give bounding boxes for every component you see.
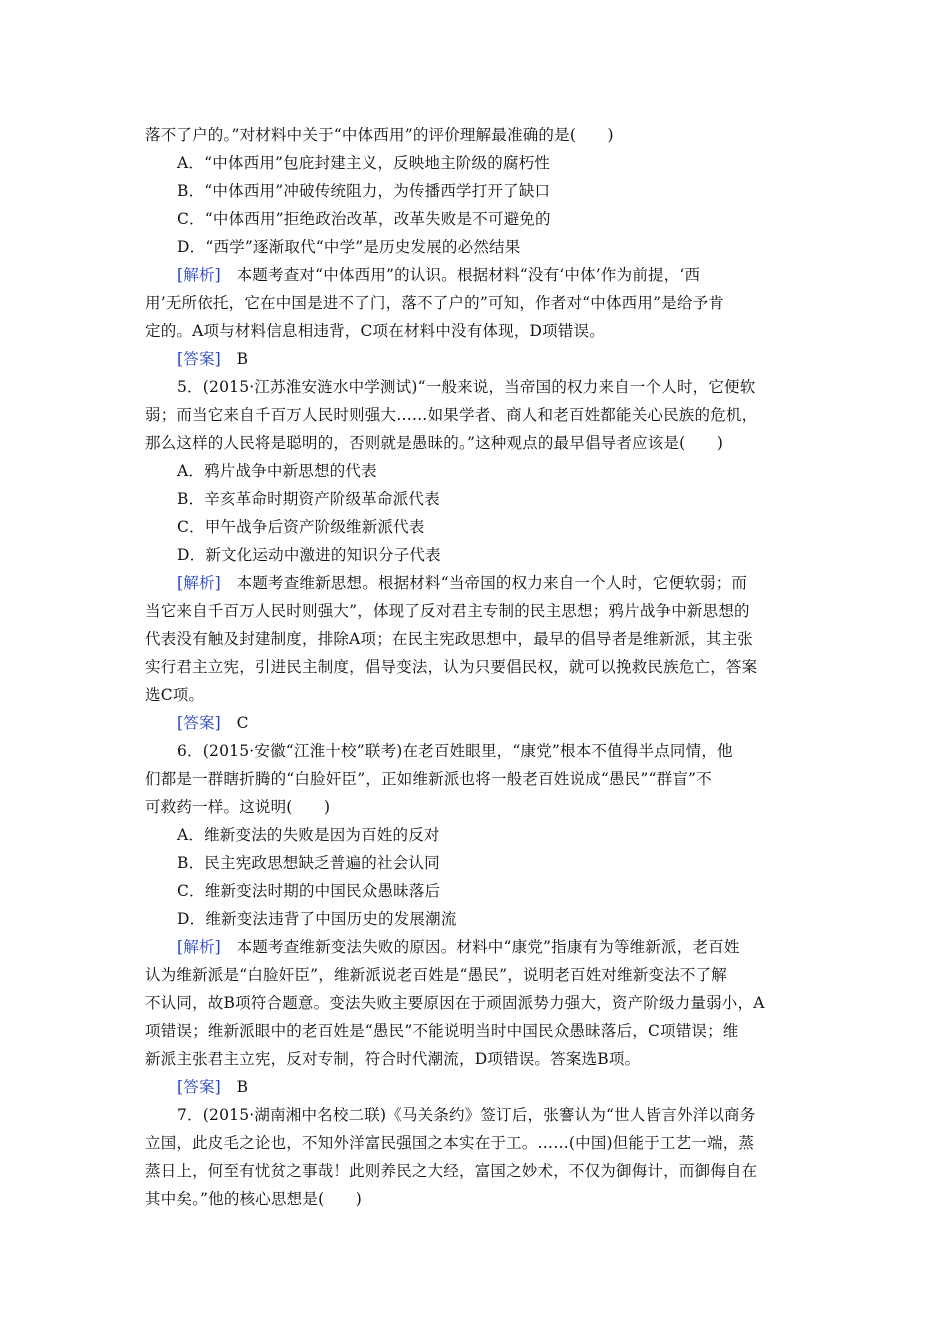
analysis-line: [解析] 本题考查维新思想。根据材料“当帝国的权力来自一个人时，它便软弱；而: [177, 574, 748, 592]
option-d: D．新文化运动中激进的知识分子代表: [177, 546, 441, 564]
text-line: 项错误；维新派眼中的老百姓是“愚民”不能说明当时中国民众愚昧落后，C项错误；维: [145, 1022, 739, 1040]
option-d: D．“西学”逐渐取代“中学”是历史发展的必然结果: [177, 238, 521, 256]
text-line: 代表没有触及封建制度，排除A项；在民主宪政思想中，最早的倡导者是维新派，其主张: [145, 630, 753, 648]
option-a: A．“中体西用”包庇封建主义，反映地主阶级的腐朽性: [177, 154, 551, 172]
text-line: 认为维新派是“白脸奸臣”，维新派说老百姓是“愚民”，说明老百姓对维新变法不了解: [145, 966, 727, 984]
answer-tag: [答案]: [177, 350, 221, 368]
question-stem: 5．(2015·江苏淮安涟水中学测试)“一般来说，当帝国的权力来自一个人时，它便软: [177, 378, 756, 396]
answer-line: [答案] B: [177, 1078, 249, 1096]
answer-tag: [答案]: [177, 1078, 221, 1096]
text-line: 弱；而当它来自千百万人民时则强大……如果学者、商人和老百姓都能关心民族的危机，: [145, 406, 758, 424]
option-c: C．维新变法时期的中国民众愚昧落后: [177, 882, 441, 900]
text-line: 其中矣。”他的核心思想是( ): [145, 1190, 362, 1208]
analysis-line: [解析] 本题考查维新变法失败的原因。材料中“康党”指康有为等维新派，老百姓: [177, 938, 740, 956]
text-line: 用’无所依托，它在中国是进不了门，落不了户的”可知，作者对“中体西用”是给予肯: [145, 294, 725, 312]
option-b: B．民主宪政思想缺乏普遍的社会认同: [177, 854, 440, 872]
option-b: B．“中体西用”冲破传统阻力，为传播西学打开了缺口: [177, 182, 551, 200]
option-a: A．鸦片战争中新思想的代表: [177, 462, 377, 480]
option-c: C．甲午战争后资产阶级维新派代表: [177, 518, 425, 536]
text-line: 们都是一群瞎折腾的“白脸奸臣”，正如维新派也将一般老百姓说成“愚民”“群盲”不: [145, 770, 712, 788]
text-line: 立国，此皮毛之论也，不知外洋富民强国之本实在于工。……(中国)但能于工艺一端，蒸: [145, 1134, 755, 1152]
text-line: 定的。A项与材料信息相违背，C项在材料中没有体现，D项错误。: [145, 322, 605, 340]
text-line: 选C项。: [145, 686, 205, 704]
analysis-tag: [解析]: [177, 266, 221, 284]
question-stem: 6．(2015·安徽“江淮十校”联考)在老百姓眼里，“康党”根本不值得半点同情，他: [177, 742, 733, 760]
answer-line: [答案] B: [177, 350, 249, 368]
document-body: [145, 121, 807, 1213]
text-line: 蒸日上，何至有忧贫之事哉！此则养民之大经，富国之妙术，不仅为御侮计，而御侮自在: [145, 1162, 758, 1180]
text-line: 可救药一样。这说明( ): [145, 798, 331, 816]
option-c: C．“中体西用”拒绝政治改革，改革失败是不可避免的: [177, 210, 551, 228]
option-d: D．维新变法违背了中国历史的发展潮流: [177, 910, 457, 928]
text-line: 那么这样的人民将是聪明的，否则就是愚昧的。”这种观点的最早倡导者应该是( ): [145, 434, 724, 452]
text-line: 新派主张君主立宪，反对专制，符合时代潮流，D项错误。答案选B项。: [145, 1050, 641, 1068]
answer-tag: [答案]: [177, 714, 221, 732]
answer-line: [答案] C: [177, 714, 249, 732]
text-line: 不认同，故B项符合题意。变法失败主要原因在于顽固派势力强大，资产阶级力量弱小，A: [145, 994, 765, 1012]
option-a: A．维新变法的失败是因为百姓的反对: [177, 826, 440, 844]
analysis-tag: [解析]: [177, 938, 221, 956]
question-stem: 7．(2015·湖南湘中名校二联)《马关条约》签订后，张謇认为“世人皆言外洋以商务: [177, 1106, 756, 1124]
analysis-line: [解析] 本题考查对“中体西用”的认识。根据材料“没有‘中体’作为前提，‘西: [177, 266, 701, 284]
text-line: 落不了户的。”对材料中关于“中体西用”的评价理解最准确的是( ): [145, 126, 614, 144]
option-b: B．辛亥革命时期资产阶级革命派代表: [177, 490, 440, 508]
text-line: 当它来自千百万人民时则强大”，体现了反对君主专制的民主思想；鸦片战争中新思想的: [145, 602, 750, 620]
analysis-tag: [解析]: [177, 574, 221, 592]
text-line: 实行君主立宪，引进民主制度，倡导变法，认为只要倡民权，就可以挽救民族危亡，答案: [145, 658, 758, 676]
